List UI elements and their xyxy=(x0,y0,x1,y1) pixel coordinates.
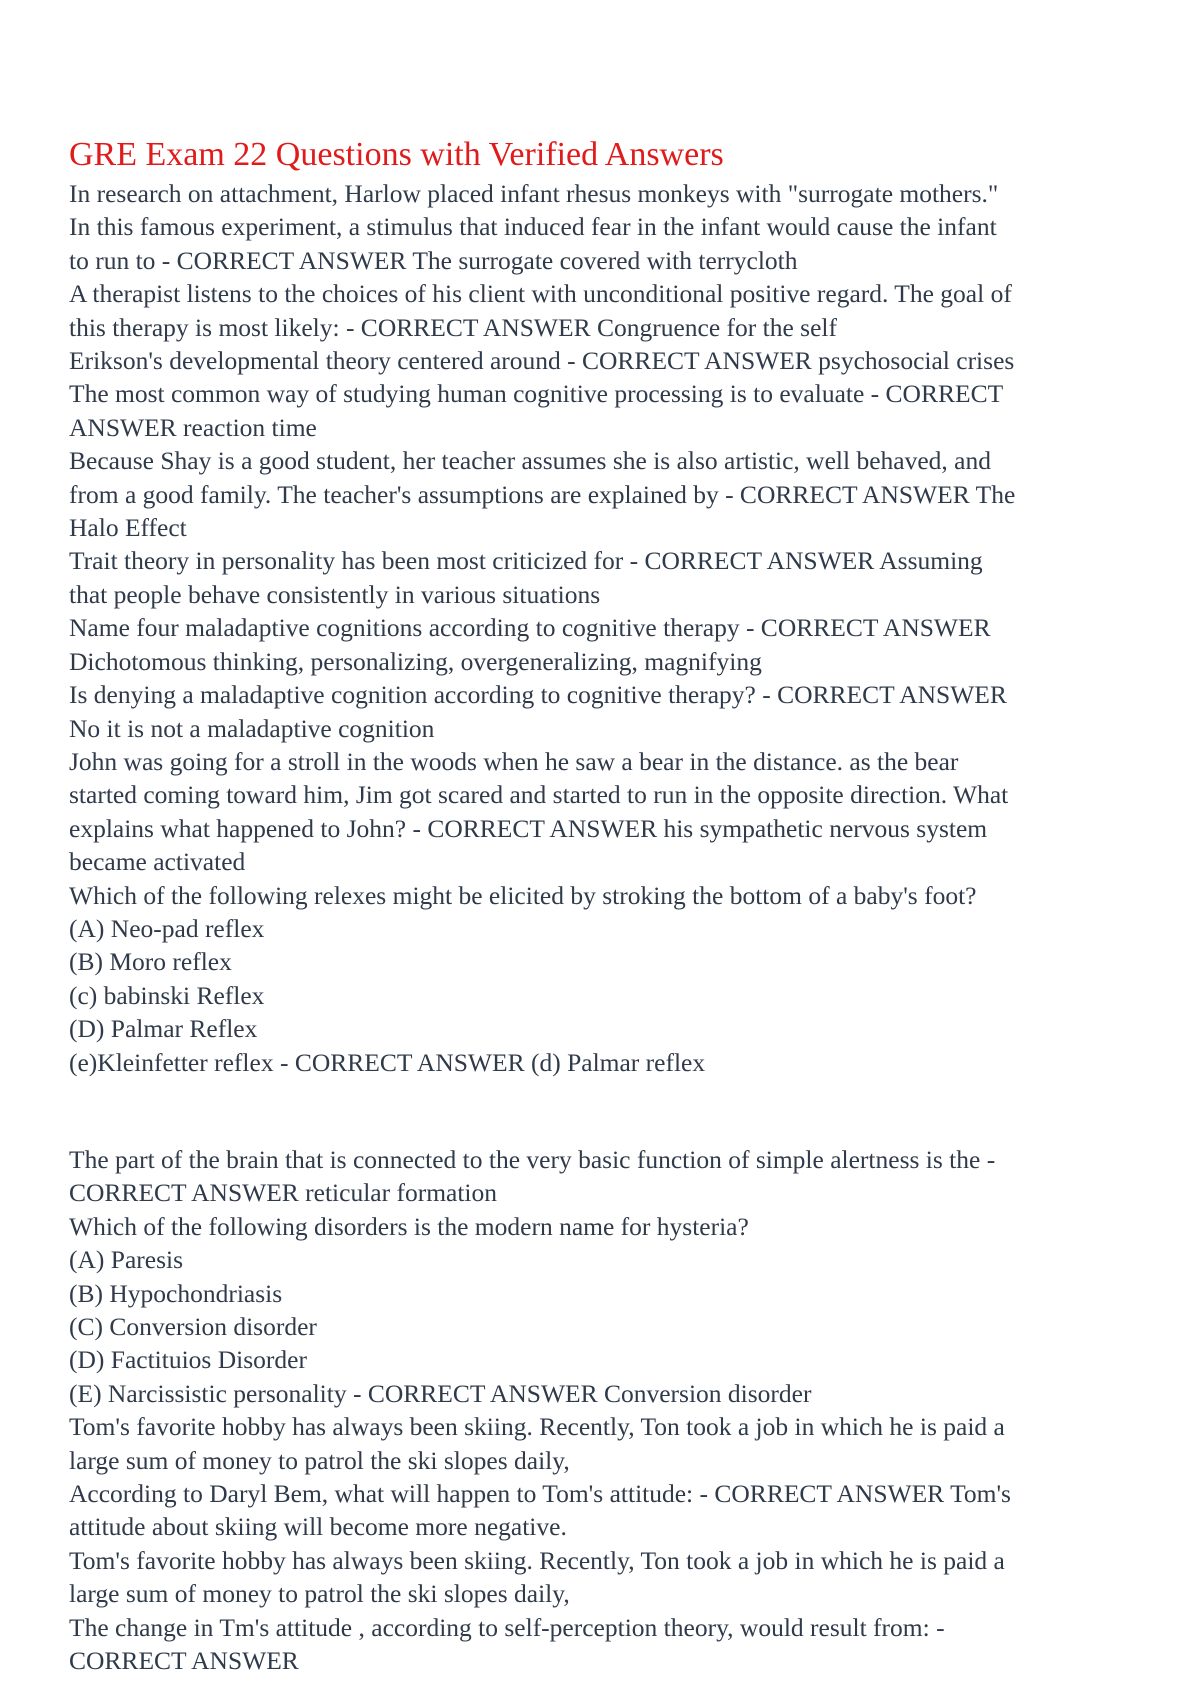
document-title: GRE Exam 22 Questions with Verified Answers xyxy=(69,136,724,173)
section-gap xyxy=(69,1079,1139,1143)
text-line: large sum of money to patrol the ski slopes daily, xyxy=(69,1445,570,1475)
answer-option: (e)Kleinfetter reflex - CORRECT ANSWER (d) Palmar reflex xyxy=(69,1047,706,1077)
qa-section-1 xyxy=(69,177,1139,1079)
text-line: According to Daryl Bem, what will happen to Tom's attitude: - CORRECT ANSWER Tom's xyxy=(69,1479,1011,1509)
text-line: Halo Effect xyxy=(69,513,187,543)
text-line: Trait theory in personality has been most criticized for - CORRECT ANSWER Assuming xyxy=(69,546,983,576)
text-line: In this famous experiment, a stimulus that induced fear in the infant would cause the infant xyxy=(69,212,997,242)
answer-option: (c) babinski Reflex xyxy=(69,980,265,1010)
text-line: Tom's favorite hobby has always been skiing. Recently, Ton took a job in which he is paid a xyxy=(69,1545,1005,1575)
document-body xyxy=(69,135,1139,1677)
text-line: started coming toward him, Jim got scared and started to run in the opposite direction. What xyxy=(69,780,1009,810)
answer-option: (C) Conversion disorder xyxy=(69,1312,317,1341)
text-line: Which of the following disorders is the modern name for hysteria? xyxy=(69,1211,749,1241)
text-line: attitude about skiing will become more negative. xyxy=(69,1512,567,1542)
text-line: from a good family. The teacher's assumptions are explained by - CORRECT ANSWER The xyxy=(69,479,1016,509)
text-line: became activated xyxy=(69,847,246,877)
text-line: The most common way of studying human cognitive processing is to evaluate - CORRECT xyxy=(69,379,1004,409)
text-line: Name four maladaptive cognitions according to cognitive therapy - CORRECT ANSWER xyxy=(69,613,991,643)
qa-section-2 xyxy=(69,1143,1139,1678)
answer-option: (D) Palmar Reflex xyxy=(69,1014,258,1044)
text-line: this therapy is most likely: - CORRECT ANSWER Congruence for the self xyxy=(69,312,837,342)
answer-option: (D) Factituios Disorder xyxy=(69,1345,307,1375)
text-line: Because Shay is a good student, her teacher assumes she is also artistic, well behaved, and xyxy=(69,446,991,476)
answer-option: (B) Hypochondriasis xyxy=(69,1278,283,1308)
answer-option: (E) Narcissistic personality - CORRECT ANSWER Conversion disorder xyxy=(69,1378,812,1408)
text-line: The change in Tm's attitude , according to self-perception theory, would result from: - xyxy=(69,1612,945,1642)
text-line: Which of the following relexes might be elicited by stroking the bottom of a baby's foot? xyxy=(69,880,977,910)
text-line: Tom's favorite hobby has always been skiing. Recently, Ton took a job in which he is paid a xyxy=(69,1412,1005,1442)
text-line: CORRECT ANSWER reticular formation xyxy=(69,1178,498,1208)
text-line: that people behave consistently in various situations xyxy=(69,579,601,609)
text-line: CORRECT ANSWER xyxy=(69,1646,299,1676)
text-line: A therapist listens to the choices of his client with unconditional positive regard. The goal of xyxy=(69,279,1012,309)
text-line: The part of the brain that is connected to the very basic function of simple alertness is the - xyxy=(69,1144,996,1174)
text-line: to run to - CORRECT ANSWER The surrogate covered with terrycloth xyxy=(69,245,798,275)
text-line: Is denying a maladaptive cognition according to cognitive therapy? - CORRECT ANSWER xyxy=(69,680,1007,710)
text-line: explains what happened to John? - CORRECT ANSWER his sympathetic nervous system xyxy=(69,813,988,843)
text-line: large sum of money to patrol the ski slopes daily, xyxy=(69,1579,570,1609)
text-line: Erikson's developmental theory centered around - CORRECT ANSWER psychosocial crises xyxy=(69,346,1015,376)
text-line: No it is not a maladaptive cognition xyxy=(69,713,435,743)
text-line: ANSWER reaction time xyxy=(69,412,317,442)
answer-option: (A) Neo-pad reflex xyxy=(69,913,265,943)
text-line: In research on attachment, Harlow placed infant rhesus monkeys with "surrogate mothers." xyxy=(69,179,999,208)
text-line: Dichotomous thinking, personalizing, overgeneralizing, magnifying xyxy=(69,646,762,676)
answer-option: (A) Paresis xyxy=(69,1245,184,1275)
text-line: John was going for a stroll in the woods when he saw a bear in the distance. as the bear xyxy=(69,746,959,776)
answer-option: (B) Moro reflex xyxy=(69,947,232,977)
